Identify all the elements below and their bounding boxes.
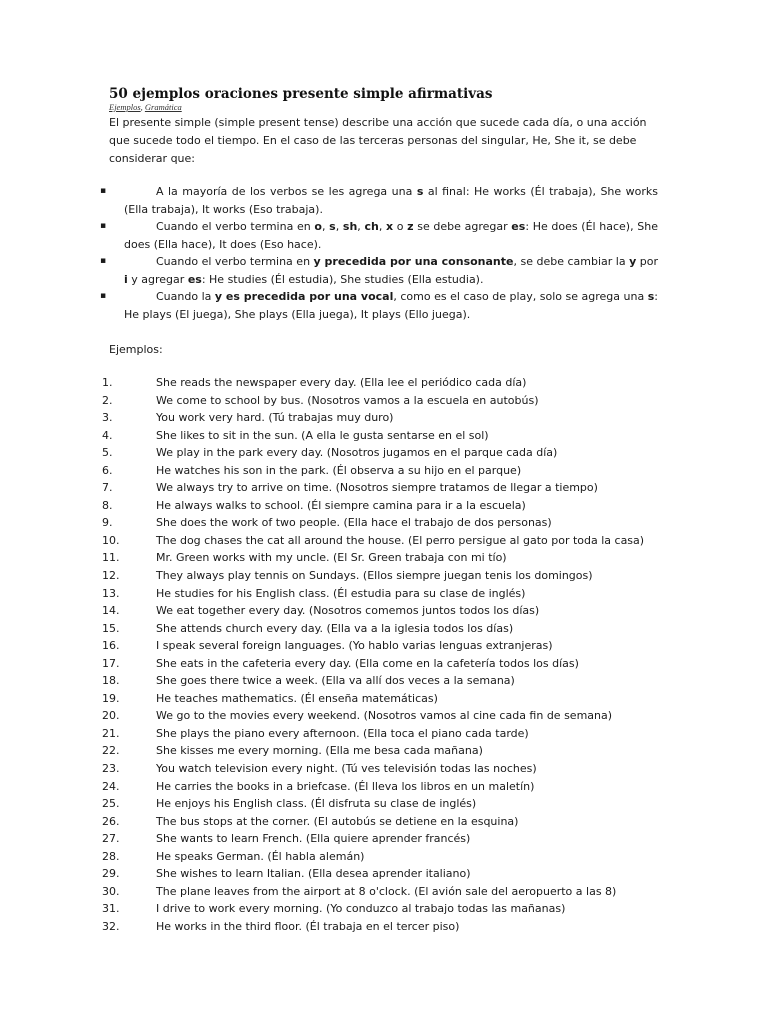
example-item [0, 883, 768, 901]
category-tags [109, 102, 182, 112]
example-item [0, 444, 768, 462]
example-item [0, 655, 768, 673]
text-fragment: por [636, 255, 658, 268]
bold-fragment: z [407, 220, 414, 233]
example-item [0, 778, 768, 796]
example-item [0, 830, 768, 848]
tag-link-ejemplos[interactable]: Ejemplos [109, 102, 141, 112]
text-fragment: se debe agregar [413, 220, 512, 233]
example-item [0, 374, 768, 392]
example-item [0, 848, 768, 866]
example-number: 20. [102, 709, 120, 723]
example-number: 9. [102, 516, 113, 530]
rule-bullet-item [100, 183, 658, 218]
example-sentence: We eat together every day. (Nosotros comemos juntos todos los días) [156, 604, 540, 618]
example-number: 28. [102, 849, 120, 863]
example-number: 23. [102, 762, 120, 776]
example-item [0, 918, 768, 936]
example-sentence: The dog chases the cat all around the house. (El perro persigue al gato por toda la casa) [156, 533, 645, 547]
example-item [0, 760, 768, 778]
example-sentence: She does the work of two people. (Ella hace el trabajo de dos personas) [156, 516, 552, 530]
example-sentence: She wishes to learn Italian. (Ella desea aprender italiano) [156, 867, 471, 881]
text-fragment: o [393, 220, 408, 233]
example-sentence: He carries the books in a briefcase. (Él lleva los libros en un maletín) [156, 779, 535, 793]
intro-paragraph: El presente simple (simple present tense) describe una acción que sucede cada día, o una acción que sucede todo el tiempo. En el caso de las terceras personas del singular, He, She it, se debe considerar que: [109, 116, 647, 165]
example-item [0, 900, 768, 918]
example-number: 29. [102, 867, 120, 881]
example-sentence: She wants to learn French. (Ella quiere aprender francés) [156, 832, 471, 846]
text-fragment: : He plays (El juega), She plays (Ella juega), It plays (Ello juega). [124, 290, 659, 321]
example-item [0, 462, 768, 480]
example-sentence: The plane leaves from the airport at 8 o'clock. (El avión sale del aeropuerto a las 8) [156, 884, 617, 898]
example-item [0, 795, 768, 813]
example-sentence: She reads the newspaper every day. (Ella lee el periódico cada día) [156, 376, 527, 389]
example-number: 8. [102, 498, 113, 512]
bold-fragment: s [416, 185, 424, 198]
example-sentence: You watch television every night. (Tú ves televisión todas las noches) [156, 762, 537, 776]
example-number: 3. [102, 411, 113, 425]
example-sentence: She likes to sit in the sun. (A ella le gusta sentarse en el sol) [156, 428, 489, 442]
bullet-marker: ▪ [100, 221, 107, 231]
example-number: 17. [102, 656, 120, 670]
bold-fragment: x [385, 220, 394, 233]
example-item [0, 725, 768, 743]
bold-fragment: es [511, 220, 526, 233]
example-item [0, 409, 768, 427]
example-number: 18. [102, 674, 120, 688]
rules-list [0, 183, 768, 323]
example-number: 11. [102, 551, 120, 565]
example-sentence: I drive to work every morning. (Yo conduzco al trabajo todas las mañanas) [156, 902, 566, 916]
examples-list [0, 374, 768, 936]
example-sentence: Mr. Green works with my uncle. (El Sr. Green trabaja con mi tío) [156, 551, 507, 565]
example-number: 2. [102, 393, 113, 407]
bold-fragment: es [187, 272, 202, 286]
bold-fragment: y [629, 255, 637, 268]
page-title: 50 ejemplos oraciones presente simple afirmativas [109, 86, 493, 102]
text-fragment: , como es el caso de play, solo se agrega una [393, 290, 648, 303]
example-number: 25. [102, 797, 120, 811]
example-item [0, 585, 768, 603]
text-fragment: Cuando el verbo termina en [156, 220, 315, 233]
example-sentence: You work very hard. (Tú trabajas muy duro) [156, 411, 394, 425]
example-sentence: She plays the piano every afternoon. (Ella toca el piano cada tarde) [156, 726, 529, 740]
example-sentence: They always play tennis on Sundays. (Ellos siempre juegan tenis los domingos) [156, 569, 593, 583]
rule-bullet-item [100, 218, 658, 253]
text-fragment: : He studies (Él estudia), She studies (Ella estudia). [201, 272, 484, 286]
text-fragment: y agregar [127, 272, 188, 286]
example-number: 7. [102, 481, 113, 495]
example-number: 21. [102, 726, 120, 740]
example-number: 12. [102, 569, 120, 583]
example-item [0, 549, 768, 567]
example-item [0, 497, 768, 515]
example-sentence: He enjoys his English class. (Él disfruta su clase de inglés) [156, 797, 477, 811]
bold-fragment: s [647, 290, 655, 303]
example-item [0, 637, 768, 655]
example-item [0, 742, 768, 760]
example-item [0, 865, 768, 883]
text-fragment: , se debe cambiar la [513, 255, 630, 268]
example-item [0, 532, 768, 550]
example-number: 5. [102, 446, 113, 460]
text-fragment: , [321, 220, 330, 233]
rule-bullet-item [100, 288, 659, 323]
example-item [0, 602, 768, 620]
example-sentence: He teaches mathematics. (Él enseña matemáticas) [156, 691, 438, 705]
example-number: 27. [102, 832, 120, 846]
example-number: 10. [102, 533, 120, 547]
example-number: 1. [102, 376, 113, 389]
example-sentence: The bus stops at the corner. (El autobús se detiene en la esquina) [156, 814, 519, 828]
example-sentence: We play in the park every day. (Nosotros jugamos en el parque cada día) [156, 446, 558, 460]
text-fragment: al final: He works (Él trabaja), She works (Ella trabaja), It works (Eso trabaja). [124, 185, 658, 216]
text-fragment: , [357, 220, 365, 233]
bold-fragment: s [329, 220, 336, 233]
text-fragment: Cuando la [156, 290, 215, 303]
example-sentence: He works in the third floor. (Él trabaja en el tercer piso) [156, 919, 460, 933]
example-sentence: He studies for his English class. (Él estudia para su clase de inglés) [156, 586, 526, 600]
example-item [0, 690, 768, 708]
example-item [0, 707, 768, 725]
example-item [0, 813, 768, 831]
example-sentence: We always try to arrive on time. (Nosotros siempre tratamos de llegar a tiempo) [156, 481, 598, 495]
example-number: 24. [102, 779, 120, 793]
bullet-marker: ▪ [100, 186, 107, 196]
bold-fragment: ch [364, 220, 379, 233]
example-sentence: He speaks German. (Él habla alemán) [156, 849, 365, 863]
example-sentence: We come to school by bus. (Nosotros vamos a la escuela en autobús) [156, 393, 539, 407]
example-number: 6. [102, 463, 113, 477]
tag-link-gramatica[interactable]: Gramática [144, 102, 182, 112]
example-sentence: He watches his son in the park. (Él observa a su hijo en el parque) [156, 463, 522, 477]
bold-fragment: y precedida por una consonante [313, 255, 514, 268]
example-sentence: We go to the movies every weekend. (Nosotros vamos al cine cada fin de semana) [156, 709, 613, 723]
rule-bullet-item [100, 253, 658, 288]
example-number: 31. [102, 902, 120, 916]
example-sentence: He always walks to school. (Él siempre camina para ir a la escuela) [156, 498, 526, 512]
bold-fragment: sh [342, 220, 358, 233]
text-fragment: , [335, 220, 343, 233]
example-number: 14. [102, 604, 120, 618]
example-number: 30. [102, 884, 120, 898]
bullet-marker: ▪ [100, 291, 107, 301]
example-sentence: She goes there twice a week. (Ella va allí dos veces a la semana) [156, 674, 515, 688]
example-item [0, 567, 768, 585]
bold-fragment: i [124, 272, 128, 286]
example-number: 32. [102, 919, 120, 933]
example-number: 4. [102, 428, 113, 442]
bold-fragment: y es precedida por una vocal [214, 290, 394, 303]
example-number: 19. [102, 691, 120, 705]
bullet-marker: ▪ [100, 256, 107, 266]
example-item [0, 514, 768, 532]
example-number: 13. [102, 586, 120, 600]
example-item [0, 427, 768, 445]
example-number: 16. [102, 639, 120, 653]
text-fragment: , [378, 220, 386, 233]
example-item [0, 620, 768, 638]
tag-separator: , [140, 102, 145, 112]
bold-fragment: o [314, 220, 322, 233]
example-sentence: She eats in the cafeteria every day. (Ella come en la cafetería todos los días) [156, 656, 579, 670]
example-item [0, 672, 768, 690]
example-sentence: She kisses me every morning. (Ella me besa cada mañana) [156, 744, 483, 758]
examples-heading: Ejemplos: [109, 343, 163, 356]
text-fragment: : He does (Él hace), She does (Ella hace), It does (Eso hace). [124, 220, 658, 251]
example-sentence: She attends church every day. (Ella va a la iglesia todos los días) [156, 621, 514, 635]
example-item [0, 392, 768, 410]
text-fragment: A la mayoría de los verbos se les agrega una [156, 185, 417, 198]
example-number: 15. [102, 621, 120, 635]
example-sentence: I speak several foreign languages. (Yo hablo varias lenguas extranjeras) [156, 639, 553, 653]
example-number: 26. [102, 814, 120, 828]
example-number: 22. [102, 744, 120, 758]
text-fragment: Cuando el verbo termina en [156, 255, 314, 268]
example-item [0, 479, 768, 497]
